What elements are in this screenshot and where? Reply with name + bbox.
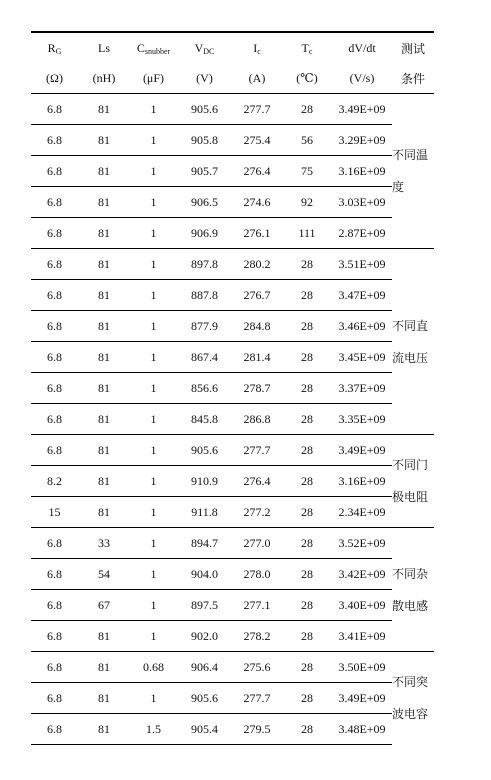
- data-table: [31, 31, 434, 745]
- cell-tc: 28: [282, 621, 332, 652]
- test-condition-label: 不同突波电容: [392, 675, 429, 722]
- cell-csnubber: 1: [130, 528, 177, 559]
- cell-ic: 277.7: [232, 683, 282, 714]
- cell-csnubber: 1: [130, 187, 177, 218]
- cell-tc: 28: [282, 714, 332, 745]
- cell-ls: 81: [78, 652, 130, 683]
- cell-vdc: 904.0: [177, 559, 232, 590]
- cell-rg: 6.8: [31, 94, 78, 125]
- cell-tc: 28: [282, 590, 332, 621]
- cell-tc: 92: [282, 187, 332, 218]
- cell-tc: 111: [282, 218, 332, 249]
- table-row: [31, 404, 434, 435]
- header-ls: [78, 32, 130, 63]
- cell-csnubber: 1: [130, 621, 177, 652]
- cell-ls: 81: [78, 342, 130, 373]
- cell-ls: 81: [78, 373, 130, 404]
- cell-rg: 6.8: [31, 218, 78, 249]
- test-condition-label: 不同直流电压: [392, 318, 429, 365]
- cell-csnubber: 1: [130, 404, 177, 435]
- header-ic-subscript: c: [257, 46, 261, 56]
- cell-vdc: 894.7: [177, 528, 232, 559]
- cell-rg: 6.8: [31, 683, 78, 714]
- header-csnubber: [130, 32, 177, 63]
- cell-rg: 6.8: [31, 559, 78, 590]
- cell-vdc: 867.4: [177, 342, 232, 373]
- cell-ic: 276.4: [232, 466, 282, 497]
- cell-vdc: 910.9: [177, 466, 232, 497]
- cell-csnubber: 1: [130, 94, 177, 125]
- cell-vdc: 905.4: [177, 714, 232, 745]
- cell-ls: 81: [78, 156, 130, 187]
- unit-ls: (nH): [92, 70, 116, 85]
- cell-csnubber: 1: [130, 497, 177, 528]
- cell-csnubber: 1: [130, 156, 177, 187]
- cell-tc: 28: [282, 342, 332, 373]
- cell-csnubber: 1: [130, 435, 177, 466]
- cell-ic: 277.7: [232, 435, 282, 466]
- cell-csnubber: 1: [130, 218, 177, 249]
- cell-tc: 28: [282, 528, 332, 559]
- table-row: [31, 125, 434, 156]
- cell-dvdt: 3.16E+09: [332, 466, 392, 497]
- cell-ic: 276.1: [232, 218, 282, 249]
- cell-ls: 33: [78, 528, 130, 559]
- cell-rg: 6.8: [31, 187, 78, 218]
- header-rg-symbol: R: [47, 40, 56, 55]
- cell-vdc: 905.6: [177, 435, 232, 466]
- cell-ic: 276.4: [232, 156, 282, 187]
- cell-dvdt: 3.42E+09: [332, 559, 392, 590]
- header-vdc: [177, 32, 232, 63]
- test-condition-cell: [392, 652, 434, 745]
- cell-tc: 28: [282, 559, 332, 590]
- cell-csnubber: 1: [130, 342, 177, 373]
- cell-dvdt: 3.52E+09: [332, 528, 392, 559]
- header-test-label: 测试: [400, 41, 425, 56]
- cell-tc: 28: [282, 311, 332, 342]
- header-test: [392, 32, 434, 63]
- cell-rg: 6.8: [31, 590, 78, 621]
- header-rg: [31, 32, 78, 63]
- unit-dvdt: (V/s): [349, 70, 375, 85]
- cell-ls: 54: [78, 559, 130, 590]
- cell-vdc: 905.7: [177, 156, 232, 187]
- table-row: [31, 559, 434, 590]
- cell-tc: 28: [282, 466, 332, 497]
- table-row: [31, 187, 434, 218]
- cell-csnubber: 1: [130, 373, 177, 404]
- cell-vdc: 897.8: [177, 249, 232, 280]
- table-row: [31, 94, 434, 125]
- cell-vdc: 906.5: [177, 187, 232, 218]
- cell-ls: 81: [78, 311, 130, 342]
- cell-rg: 6.8: [31, 621, 78, 652]
- cell-ic: 277.2: [232, 497, 282, 528]
- cell-dvdt: 3.46E+09: [332, 311, 392, 342]
- table-row: [31, 435, 434, 466]
- header-tc: [282, 32, 332, 63]
- cell-rg: 6.8: [31, 435, 78, 466]
- cell-csnubber: 1: [130, 590, 177, 621]
- cell-tc: 28: [282, 683, 332, 714]
- cell-tc: 28: [282, 280, 332, 311]
- unit-csnubber: (μF): [142, 70, 165, 85]
- cell-ic: 278.0: [232, 559, 282, 590]
- header-tc-symbol: T: [301, 40, 309, 55]
- cell-dvdt: 3.41E+09: [332, 621, 392, 652]
- cell-dvdt: 3.03E+09: [332, 187, 392, 218]
- cell-vdc: 902.0: [177, 621, 232, 652]
- cell-csnubber: 1: [130, 683, 177, 714]
- cell-ls: 81: [78, 621, 130, 652]
- header-csnubber-symbol: C: [136, 40, 145, 55]
- cell-vdc: 856.6: [177, 373, 232, 404]
- cell-csnubber: 1: [130, 280, 177, 311]
- header-ls-symbol: Ls: [98, 40, 110, 55]
- cell-dvdt: 3.37E+09: [332, 373, 392, 404]
- cell-vdc: 887.8: [177, 280, 232, 311]
- test-condition-label: 不同杂散电感: [392, 566, 429, 613]
- cell-ls: 81: [78, 466, 130, 497]
- test-condition-label: 不同门极电阻: [392, 458, 429, 504]
- cell-tc: 28: [282, 497, 332, 528]
- cell-ic: 277.7: [232, 94, 282, 125]
- cell-rg: 6.8: [31, 714, 78, 745]
- cell-rg: 6.8: [31, 125, 78, 156]
- cell-ic: 279.5: [232, 714, 282, 745]
- header-dvdt: [332, 32, 392, 63]
- table-row: [31, 683, 434, 714]
- cell-vdc: 911.8: [177, 497, 232, 528]
- cell-tc: 28: [282, 435, 332, 466]
- cell-ic: 278.2: [232, 621, 282, 652]
- cell-rg: 6.8: [31, 652, 78, 683]
- cell-ic: 284.8: [232, 311, 282, 342]
- cell-ic: 275.6: [232, 652, 282, 683]
- table-row: [31, 714, 434, 745]
- table-row: [31, 311, 434, 342]
- cell-dvdt: 3.16E+09: [332, 156, 392, 187]
- table-row: [31, 590, 434, 621]
- unit-rg: (Ω): [46, 70, 63, 85]
- header-ic-symbol: I: [253, 40, 258, 55]
- cell-ic: 277.1: [232, 590, 282, 621]
- cell-dvdt: 2.34E+09: [332, 497, 392, 528]
- cell-dvdt: 3.49E+09: [332, 435, 392, 466]
- cell-dvdt: 3.40E+09: [332, 590, 392, 621]
- cell-vdc: 905.6: [177, 683, 232, 714]
- header-row-symbols: [31, 32, 434, 63]
- cell-csnubber: 1: [130, 249, 177, 280]
- table-row: [31, 528, 434, 559]
- cell-dvdt: 3.50E+09: [332, 652, 392, 683]
- table-row: [31, 156, 434, 187]
- cell-dvdt: 3.47E+09: [332, 280, 392, 311]
- cell-tc: 28: [282, 249, 332, 280]
- cell-ls: 81: [78, 125, 130, 156]
- header-ic: [232, 32, 282, 63]
- test-condition-cell: [392, 528, 434, 652]
- cell-ic: 286.8: [232, 404, 282, 435]
- cell-rg: 6.8: [31, 342, 78, 373]
- test-condition-cell: [392, 94, 434, 249]
- cell-ic: 280.2: [232, 249, 282, 280]
- cell-vdc: 905.6: [177, 94, 232, 125]
- cell-ls: 81: [78, 249, 130, 280]
- cell-dvdt: 3.29E+09: [332, 125, 392, 156]
- cell-csnubber: 0.68: [130, 652, 177, 683]
- table-header: [31, 32, 434, 94]
- cell-dvdt: 2.87E+09: [332, 218, 392, 249]
- unit-vdc: (V): [196, 70, 213, 85]
- cell-vdc: 845.8: [177, 404, 232, 435]
- cell-ls: 81: [78, 404, 130, 435]
- header-row-units: [31, 63, 434, 94]
- cell-dvdt: 3.51E+09: [332, 249, 392, 280]
- table-row: [31, 652, 434, 683]
- cell-ls: 81: [78, 94, 130, 125]
- cell-ls: 81: [78, 497, 130, 528]
- cell-rg: 6.8: [31, 249, 78, 280]
- cell-tc: 56: [282, 125, 332, 156]
- cell-dvdt: 3.49E+09: [332, 94, 392, 125]
- cell-ls: 81: [78, 218, 130, 249]
- unit-tc: (℃): [296, 70, 318, 85]
- cell-dvdt: 3.45E+09: [332, 342, 392, 373]
- header-csnubber-subscript: snubber: [144, 46, 171, 56]
- cell-rg: 6.8: [31, 280, 78, 311]
- cell-ic: 277.0: [232, 528, 282, 559]
- cell-csnubber: 1: [130, 125, 177, 156]
- cell-tc: 28: [282, 652, 332, 683]
- cell-dvdt: 3.49E+09: [332, 683, 392, 714]
- header-tc-subscript: c: [308, 46, 313, 56]
- table-row: [31, 280, 434, 311]
- cell-ls: 81: [78, 280, 130, 311]
- cell-tc: 28: [282, 404, 332, 435]
- cell-csnubber: 1.5: [130, 714, 177, 745]
- header-condition-label: 条件: [400, 71, 425, 86]
- test-condition-cell: [392, 249, 434, 435]
- cell-rg: 6.8: [31, 156, 78, 187]
- header-dvdt-symbol: dV/dt: [348, 40, 376, 55]
- cell-ic: 276.7: [232, 280, 282, 311]
- table-body: [31, 94, 434, 745]
- cell-rg: 6.8: [31, 404, 78, 435]
- cell-rg: 6.8: [31, 311, 78, 342]
- table-row: [31, 466, 434, 497]
- cell-csnubber: 1: [130, 311, 177, 342]
- cell-vdc: 877.9: [177, 311, 232, 342]
- test-condition-cell: [392, 435, 434, 528]
- cell-ic: 278.7: [232, 373, 282, 404]
- table-row: [31, 249, 434, 280]
- cell-rg: 15: [31, 497, 78, 528]
- table-row: [31, 342, 434, 373]
- header-vdc-symbol: V: [194, 40, 204, 55]
- cell-ls: 81: [78, 187, 130, 218]
- cell-vdc: 897.5: [177, 590, 232, 621]
- test-condition-label: 不同温度: [392, 148, 429, 194]
- cell-tc: 75: [282, 156, 332, 187]
- table-row: [31, 621, 434, 652]
- cell-ic: 274.6: [232, 187, 282, 218]
- cell-tc: 28: [282, 94, 332, 125]
- cell-ls: 67: [78, 590, 130, 621]
- cell-vdc: 906.9: [177, 218, 232, 249]
- cell-tc: 28: [282, 373, 332, 404]
- cell-ls: 81: [78, 683, 130, 714]
- cell-rg: 8.2: [31, 466, 78, 497]
- cell-ic: 281.4: [232, 342, 282, 373]
- header-vdc-subscript: DC: [203, 46, 215, 56]
- cell-dvdt: 3.35E+09: [332, 404, 392, 435]
- cell-ls: 81: [78, 714, 130, 745]
- table-row: [31, 373, 434, 404]
- cell-ic: 275.4: [232, 125, 282, 156]
- cell-csnubber: 1: [130, 559, 177, 590]
- header-rg-subscript: G: [55, 46, 62, 56]
- cell-csnubber: 1: [130, 466, 177, 497]
- cell-vdc: 906.4: [177, 652, 232, 683]
- cell-rg: 6.8: [31, 373, 78, 404]
- table-row: [31, 497, 434, 528]
- cell-rg: 6.8: [31, 528, 78, 559]
- cell-vdc: 905.8: [177, 125, 232, 156]
- table-row: [31, 218, 434, 249]
- cell-dvdt: 3.48E+09: [332, 714, 392, 745]
- cell-ls: 81: [78, 435, 130, 466]
- unit-ic: (A): [248, 70, 266, 85]
